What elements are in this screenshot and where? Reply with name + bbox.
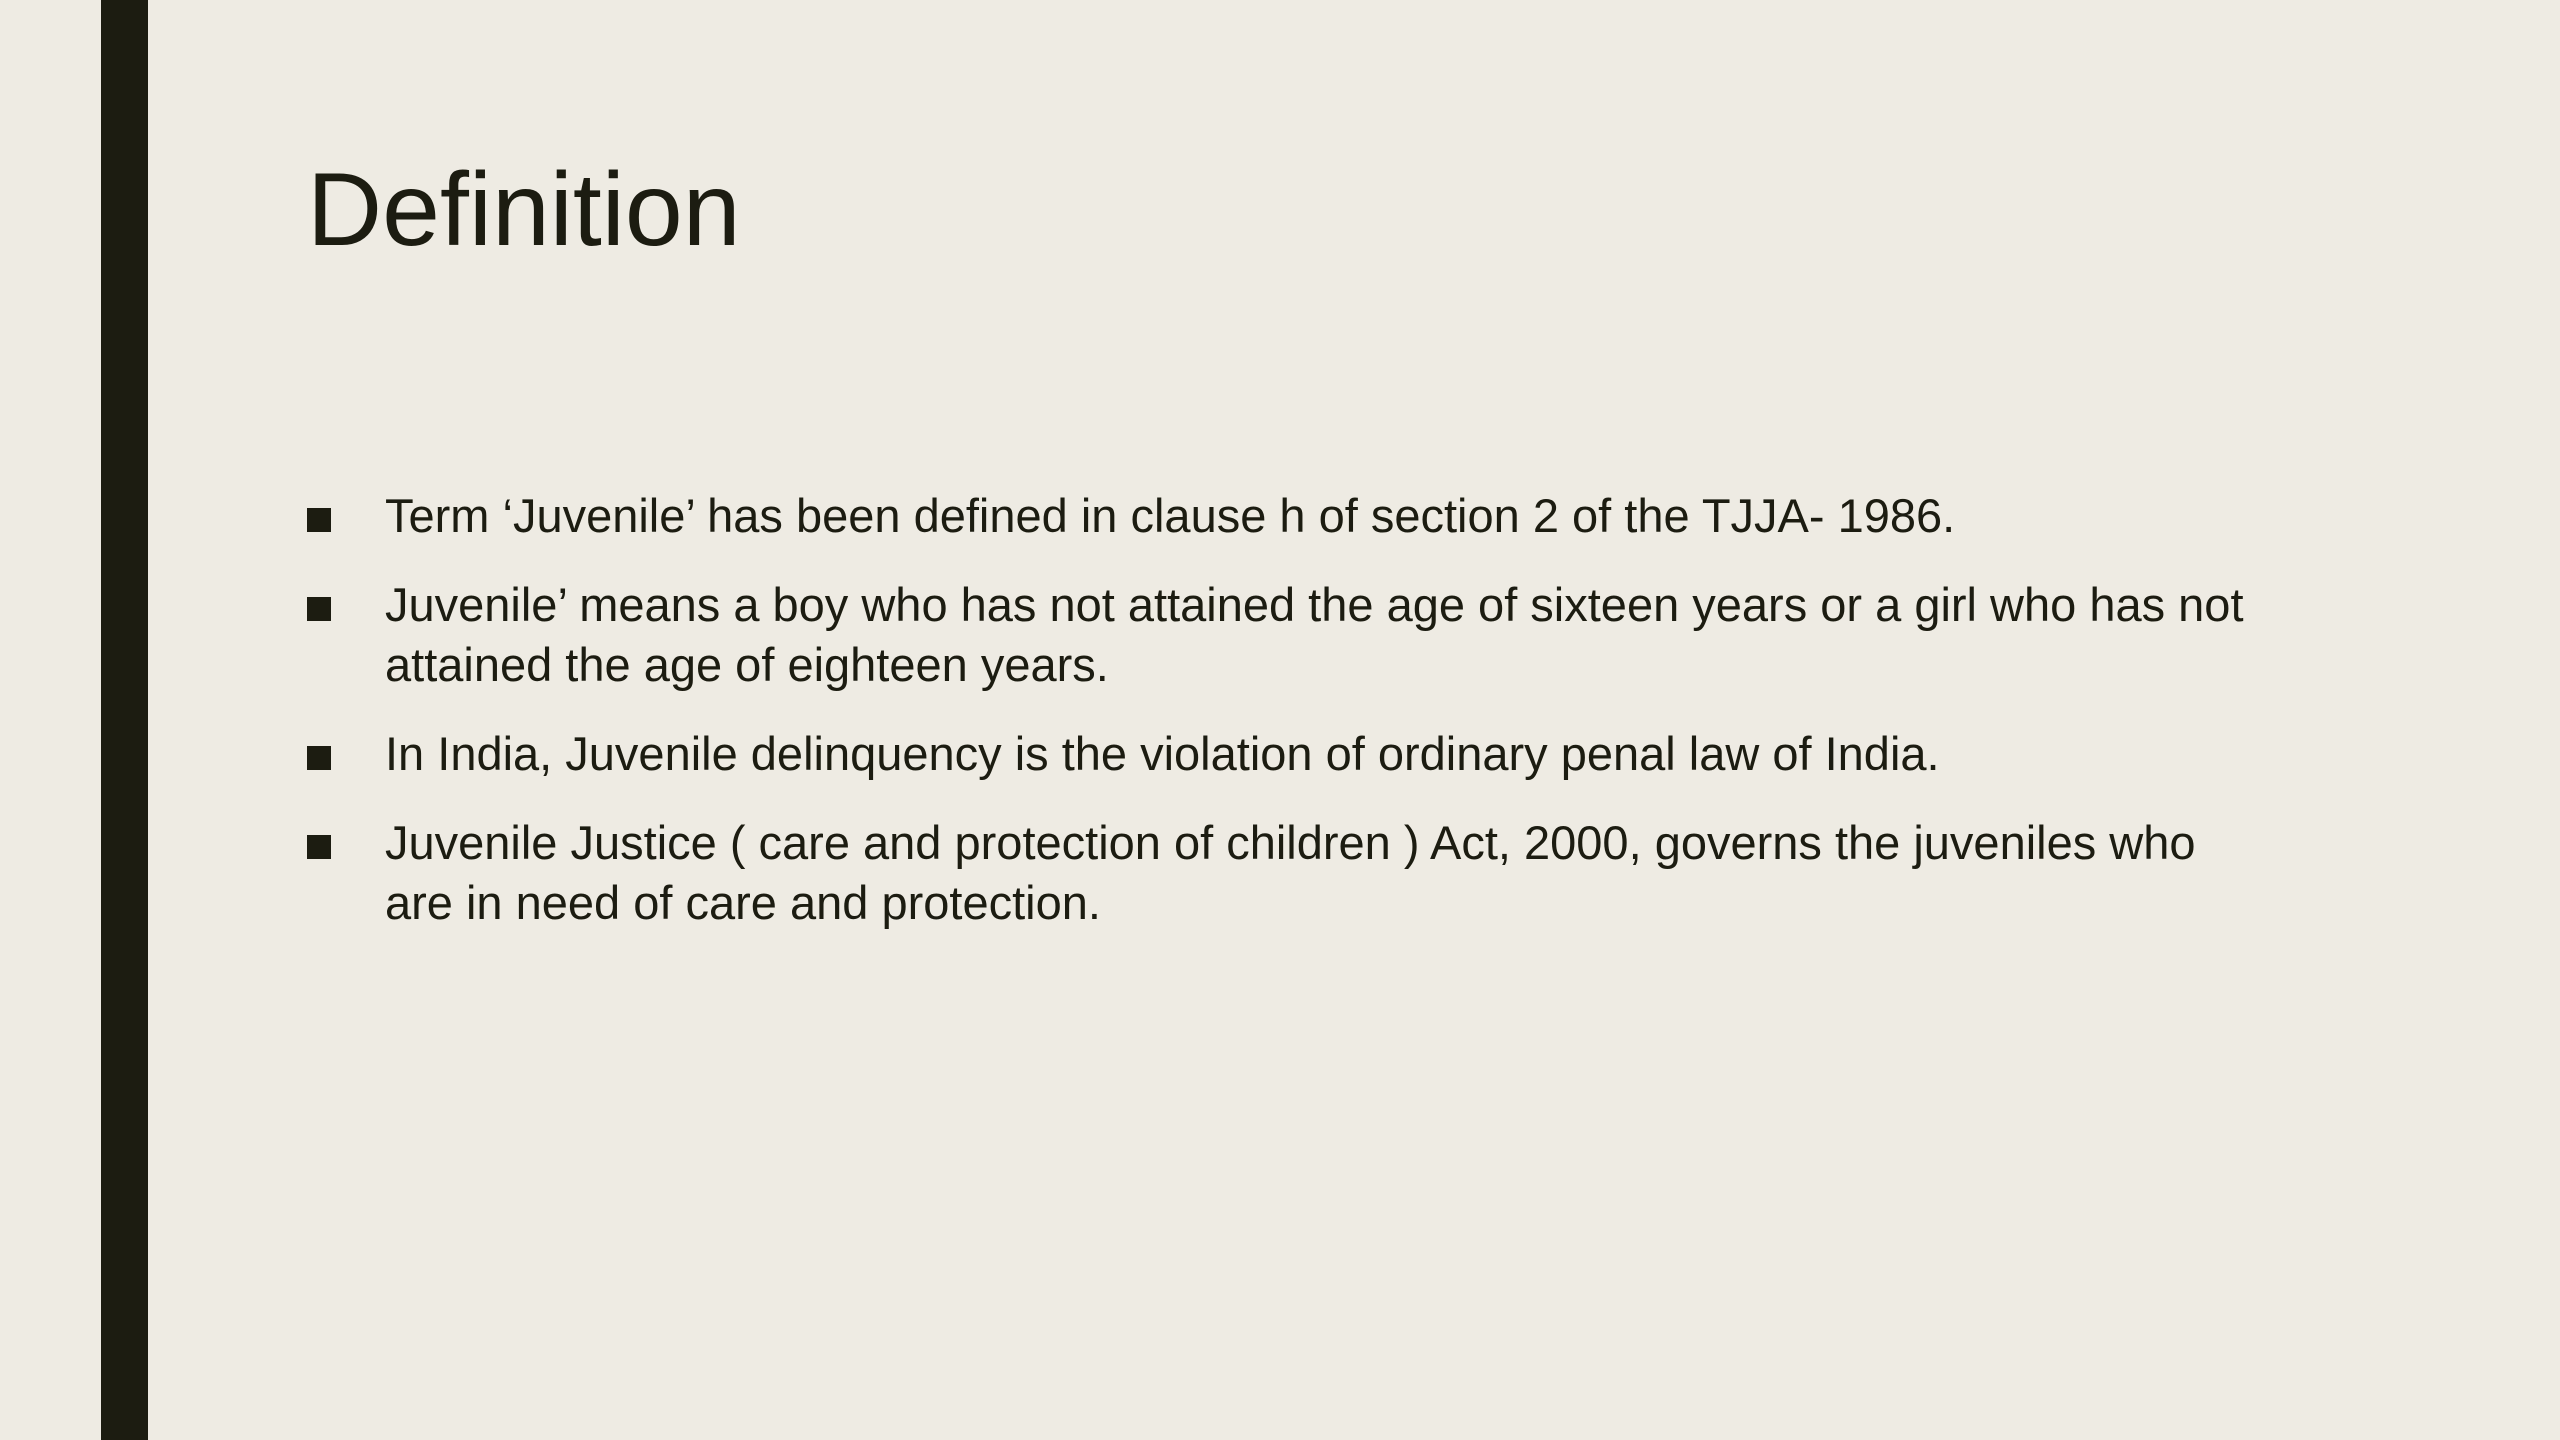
- bullet-text: Term ‘Juvenile’ has been defined in clause h of section 2 of the TJJA- 1986.: [385, 489, 1956, 542]
- bullet-text: Juvenile Justice ( care and protection of children ) Act, 2000, governs the juveniles who are in need of care and protection.: [385, 816, 2196, 929]
- bullet-text: Juvenile’ means a boy who has not attained the age of sixteen years or a girl who has not attained the age of eighteen years.: [385, 578, 2244, 691]
- square-bullet-icon: [307, 746, 331, 770]
- square-bullet-icon: [307, 597, 331, 621]
- bullet-item: [307, 575, 2267, 695]
- bullet-list: [307, 486, 2267, 962]
- bullet-item: [307, 813, 2267, 933]
- bullet-item: [307, 486, 2267, 546]
- bullet-item: [307, 724, 2267, 784]
- square-bullet-icon: [307, 835, 331, 859]
- accent-bar: [101, 0, 148, 1440]
- bullet-text: In India, Juvenile delinquency is the violation of ordinary penal law of India.: [385, 727, 1940, 780]
- square-bullet-icon: [307, 508, 331, 532]
- slide-title: Definition: [307, 152, 741, 268]
